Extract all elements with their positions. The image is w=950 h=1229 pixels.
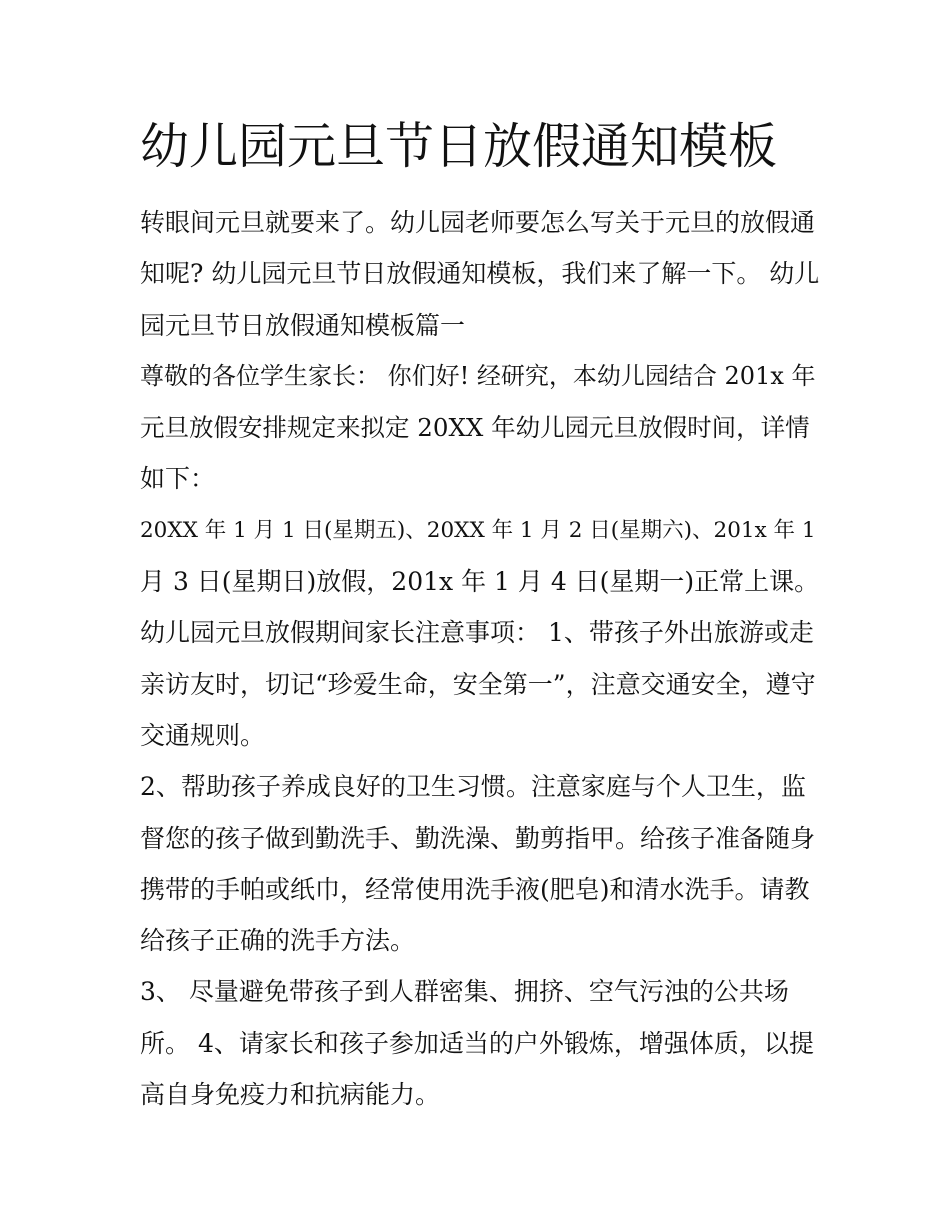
body-line: 给孩子正确的洗手方法。 — [140, 926, 416, 956]
body-line: 督您的孩子做到勤洗手、勤洗澡、勤剪指甲。给孩子准备随身 — [140, 823, 816, 853]
body-line: 月 3 日(星期日)放假，201x 年 1 月 4 日(星期一)正常上课。 — [140, 567, 820, 597]
body-line: 携带的手帕或纸巾，经常使用洗手液(肥皂)和清水洗手。请教 — [140, 874, 810, 904]
body-line: 2、帮助孩子养成良好的卫生习惯。注意家庭与个人卫生，监 — [140, 772, 806, 802]
document-title: 幼儿园元旦节日放假通知模板 — [140, 118, 778, 175]
body-line: 交通规则。 — [140, 720, 266, 750]
body-line: 亲访友时，切记“珍爱生命，安全第一”，注意交通安全，遵守 — [140, 669, 816, 699]
document-body — [140, 197, 822, 1120]
body-line: 20XX 年 1 月 1 日(星期五)、20XX 年 1 月 2 日(星期六)、201x 年 1 — [140, 517, 816, 543]
body-line: 高自身免疫力和抗病能力。 — [140, 1080, 441, 1110]
body-line: 3、 尽量避免带孩子到人群密集、拥挤、空气污浊的公共场 — [140, 977, 789, 1007]
body-line: 尊敬的各位学生家长： 你们好! 经研究，本幼儿园结合 201x 年 — [140, 361, 816, 390]
body-line: 知呢? 幼儿园元旦节日放假通知模板，我们来了解一下。 幼儿 — [140, 259, 820, 289]
body-line: 如下： — [140, 464, 216, 494]
body-line: 元旦放假安排规定来拟定 20XX 年幼儿园元旦放假时间，详情 — [140, 413, 810, 443]
body-line: 转眼间元旦就要来了。幼儿园老师要怎么写关于元旦的放假通 — [140, 208, 816, 237]
body-line: 幼儿园元旦放假期间家长注意事项： 1、带孩子外出旅游或走 — [140, 618, 814, 648]
body-line: 所。 4、请家长和孩子参加适当的户外锻炼，增强体质，以提 — [140, 1028, 814, 1058]
body-line: 园元旦节日放假通知模板篇一 — [140, 310, 466, 340]
